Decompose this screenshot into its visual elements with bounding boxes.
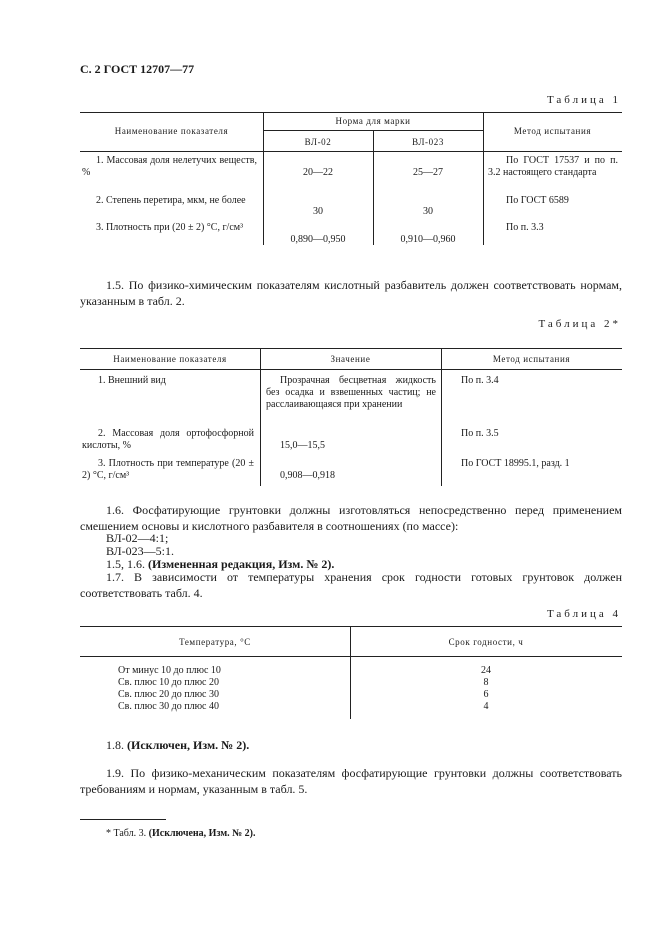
table1-row3-name: 3. Плотность при (20 ± 2) °С, г/см³ bbox=[96, 222, 244, 233]
table2-row3-method: По ГОСТ 18995.1, разд. 1 bbox=[461, 458, 570, 469]
table2-row1-name: 1. Внешний вид bbox=[98, 375, 166, 386]
table1-row1-v1: 20—22 bbox=[303, 167, 333, 178]
table2-row1-value: Прозрачная бесцветная жидкость без осадка и взвешенных частиц; не расслаивающаяся при хранении bbox=[266, 375, 436, 410]
table1-head-norm: Норма для марки bbox=[335, 116, 411, 126]
ratio-vl02: ВЛ-02—4:1; bbox=[106, 531, 169, 545]
table1-head-grade1: ВЛ-02 bbox=[304, 137, 332, 147]
table4-row1-temp: От минус 10 до плюс 10 bbox=[118, 665, 221, 676]
table2-row2-name: 2. Массовая доля ортофосфорной кислоты, % bbox=[82, 428, 254, 451]
table2-row1-method: По п. 3.4 bbox=[461, 375, 499, 386]
table1-row3-v2: 0,910—0,960 bbox=[400, 234, 456, 245]
table2-row2-value: 15,0—15,5 bbox=[280, 440, 325, 451]
table1-row2-v1: 30 bbox=[313, 206, 323, 217]
table2-head-value: Значение bbox=[330, 354, 371, 364]
paragraph-1-9: 1.9. По физико-механическим показателям фосфатирующие грунтовки должны соответствовать требованиям и нормам, указанным в табл. 5. bbox=[80, 766, 622, 796]
footnote-prefix: * Табл. 3. bbox=[106, 828, 147, 839]
table4-head-term: Срок годности, ч bbox=[448, 637, 524, 647]
ratio-vl023: ВЛ-023—5:1. bbox=[106, 544, 175, 558]
table4-row2-term: 8 bbox=[483, 677, 489, 688]
table4-row4-temp: Св. плюс 30 до плюс 40 bbox=[118, 701, 219, 712]
footnote bbox=[106, 828, 256, 839]
table1-head-method: Метод испытания bbox=[513, 126, 592, 136]
paragraph-1-6: 1.6. Фосфатирующие грунтовки должны изготовляться непосредственно перед применением смешением основы и кислотного разбавителя в соотношениях (по массе): bbox=[80, 503, 622, 533]
table1-head-name: Наименование показателя bbox=[114, 126, 229, 136]
footnote-separator bbox=[80, 819, 166, 820]
paragraph-1-8-number: 1.8. bbox=[106, 738, 124, 752]
table1-row3-v1: 0,890—0,950 bbox=[290, 234, 346, 245]
table2-row2-method: По п. 3.5 bbox=[461, 428, 499, 439]
table1-row1-name: 1. Массовая доля нелетучих веществ, % bbox=[82, 155, 257, 178]
table1-row1-v2: 25—27 bbox=[413, 167, 443, 178]
table4-row4-term: 4 bbox=[483, 701, 489, 712]
table4-caption: Таблица 4 bbox=[546, 608, 621, 620]
table2-row3-value: 0,908—0,918 bbox=[280, 470, 335, 481]
table2-head-name: Наименование показателя bbox=[113, 354, 227, 364]
table1-caption: Таблица 1 bbox=[546, 94, 621, 106]
table2-caption: Таблица 2* bbox=[538, 318, 621, 330]
page-header: С. 2 ГОСТ 12707—77 bbox=[80, 62, 195, 76]
table1-row2-name: 2. Степень перетира, мкм, не более bbox=[96, 195, 246, 206]
amendment-prefix: 1.5, 1.6. bbox=[106, 557, 145, 571]
table1-row1-method: По ГОСТ 17537 и по п. 3.2 настоящего стандарта bbox=[488, 155, 618, 178]
paragraph-1-5: 1.5. По физико-химическим показателям кислотный разбавитель должен соответствовать нормам, указанным в табл. 2. bbox=[80, 278, 622, 308]
footnote-bold: (Исключена, Изм. № 2). bbox=[148, 828, 256, 839]
table1-row2-method: По ГОСТ 6589 bbox=[506, 195, 569, 206]
paragraph-1-7: 1.7. В зависимости от температуры хранения срок годности готовых грунтовок должен соответствовать табл. 4. bbox=[80, 570, 622, 600]
paragraph-1-8-bold: (Исключен, Изм. № 2). bbox=[127, 738, 250, 752]
table1-row2-v2: 30 bbox=[423, 206, 433, 217]
paragraph-1-8 bbox=[106, 737, 249, 753]
amendment-bold: (Измененная редакция, Изм. № 2). bbox=[148, 557, 335, 571]
table1-head-grade2: ВЛ-023 bbox=[412, 137, 444, 147]
table4-row3-term: 6 bbox=[483, 689, 489, 700]
table4-head-temp: Температура, °С bbox=[179, 637, 251, 647]
table4-row3-temp: Св. плюс 20 до плюс 30 bbox=[118, 689, 219, 700]
table4-row1-term: 24 bbox=[481, 665, 491, 676]
table2-head-method: Метод испытания bbox=[492, 354, 571, 364]
table1-row3-method: По п. 3.3 bbox=[506, 222, 544, 233]
table4-row2-temp: Св. плюс 10 до плюс 20 bbox=[118, 677, 219, 688]
table2-row3-name: 3. Плотность при температуре (20 ± 2) °С, г/см³ bbox=[82, 458, 254, 481]
